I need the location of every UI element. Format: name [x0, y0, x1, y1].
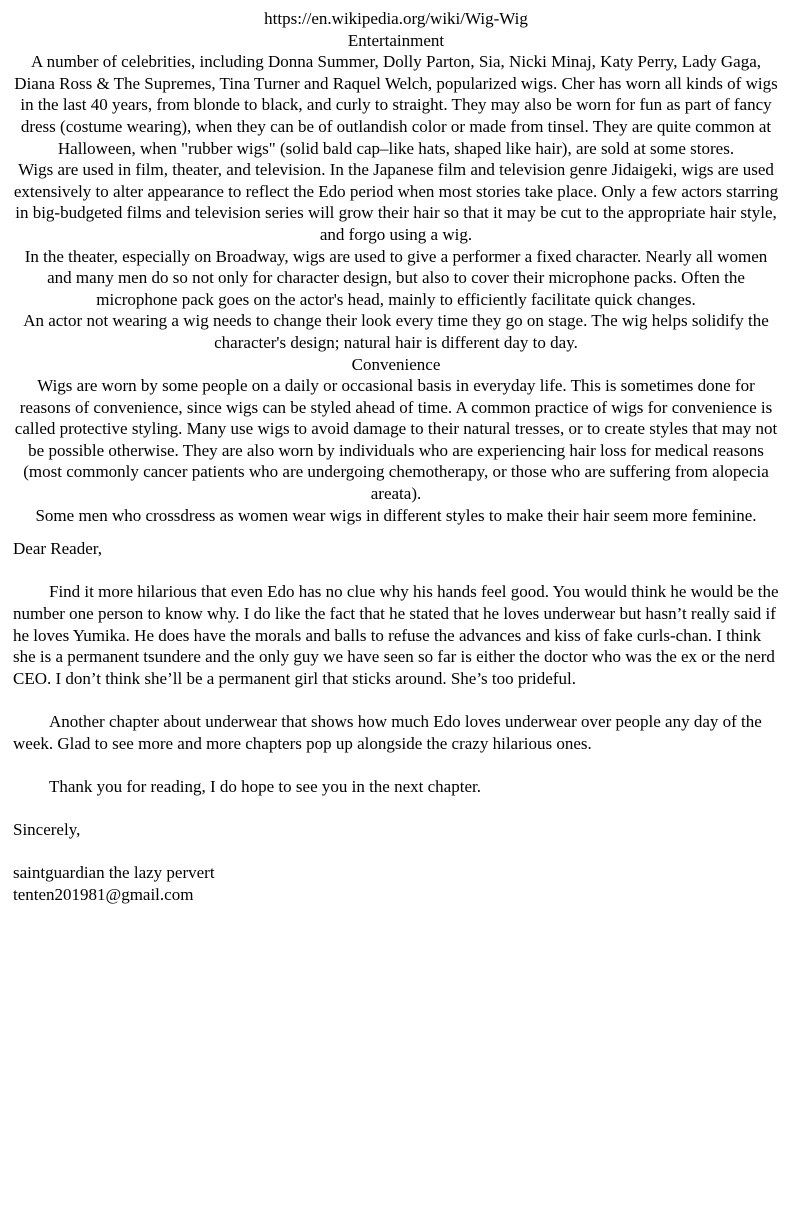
- signature-name: saintguardian the lazy pervert: [13, 863, 215, 883]
- source-url: https://en.wikipedia.org/wiki/Wig-Wig: [264, 9, 528, 28]
- section-heading-entertainment: Entertainment: [347, 30, 445, 50]
- reader-letter: [13, 538, 779, 905]
- letter-paragraph: Thank you for reading, I do hope to see you in the next chapter.: [49, 776, 481, 796]
- wiki-excerpt: [13, 8, 779, 526]
- paragraph: In the theater, especially on Broadway, wigs are used to give a performer a fixed character. Nearly all women and many men do so not only for character design, but also to cover their microphone packs. Often the microphone pack goes on the actor's head, mainly to efficiently facilitate quick changes.: [24, 246, 768, 309]
- signature-email: tenten201981@gmail.com: [13, 884, 194, 904]
- paragraph: Wigs are used in film, theater, and television. In the Japanese film and television genre Jidaigeki, wigs are used extensively to alter appearance to reflect the Edo period when most stories take place. Only a few actors starring in big-budgeted films and television series will grow their hair so that it may be cut to the appropriate hair style, and forgo using a wig.: [13, 160, 779, 244]
- paragraph: Wigs are worn by some people on a daily or occasional basis in everyday life. This is sometimes done for reasons of convenience, since wigs can be styled ahead of time. A common practice of wigs for convenience is called protective styling. Many use wigs to avoid damage to their natural tresses, or to create styles that may not be possible otherwise. They are also worn by individuals who are experiencing hair loss for medical reasons (most commonly cancer patients who are undergoing chemotherapy, or those who are suffering from alopecia areata).: [14, 376, 778, 504]
- section-heading-convenience: Convenience: [351, 354, 441, 374]
- letter-greeting: Dear Reader,: [13, 539, 102, 559]
- paragraph: Some men who crossdress as women wear wigs in different styles to make their hair seem more feminine.: [35, 505, 757, 525]
- paragraph: An actor not wearing a wig needs to change their look every time they go on stage. The wig helps solidify the character's design; natural hair is different day to day.: [23, 311, 769, 352]
- letter-paragraph: Another chapter about underwear that shows how much Edo loves underwear over people any day of the week. Glad to see more and more chapters pop up alongside the crazy hilarious ones.: [13, 712, 762, 753]
- paragraph: A number of celebrities, including Donna Summer, Dolly Parton, Sia, Nicki Minaj, Katy Perry, Lady Gaga, Diana Ross & The Supremes, Tina Turner and Raquel Welch, popularized wigs. Cher has worn all kinds of wigs in the last 40 years, from blonde to black, and curly to straight. They may also be worn for fun as part of fancy dress (costume wearing), when they can be of outlandish color or made from tinsel. They are quite common at Halloween, when "rubber wigs" (solid bald cap–like hats, shaped like hair), are sold at some stores.: [14, 52, 778, 158]
- letter-closing: Sincerely,: [13, 819, 81, 839]
- letter-paragraph: Find it more hilarious that even Edo has no clue why his hands feel good. You would think he would be the number one person to know why. I do like the fact that he stated that he loves underwear but hasn’t really said if he loves Yumika. He does have the morals and balls to refuse the advances and kiss of fake curls-chan. I think she is a permanent tsundere and the only guy we have seen so far is either the doctor who was the ex or the nerd CEO. I don’t think she’ll be a permanent girl that sticks around. She’s too prideful.: [13, 582, 779, 688]
